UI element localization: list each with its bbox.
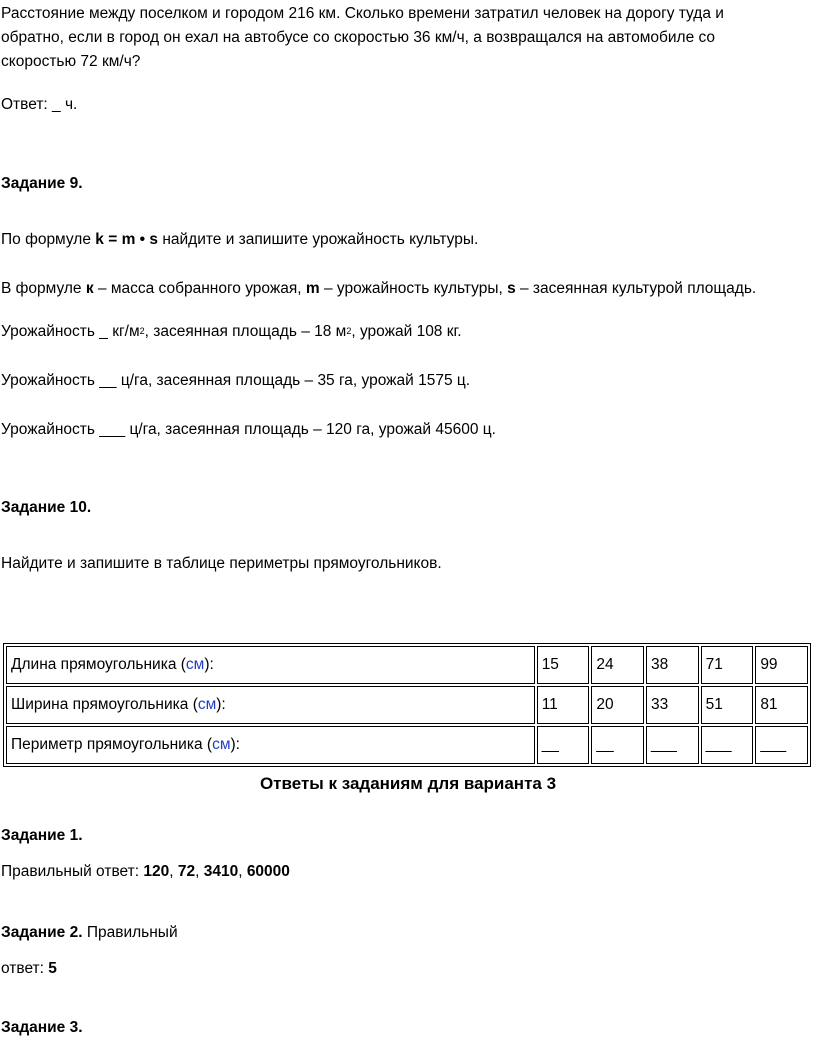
label-text: Периметр прямоугольника ( xyxy=(11,736,213,753)
answer-task-1: Правильный ответ: 120, 72, 3410, 60000 xyxy=(1,863,290,880)
intro-prefix: По формуле xyxy=(1,231,96,248)
answer-task-2-value-line xyxy=(1,959,57,979)
answer-value: 60000 xyxy=(246,863,290,880)
label-close: ): xyxy=(230,736,240,753)
table-cell: 71 xyxy=(701,646,754,684)
table-cell: 38 xyxy=(646,646,699,684)
answer-value: 72 xyxy=(177,863,196,880)
label-text: Ширина прямоугольника ( xyxy=(11,696,198,713)
unit-text: см xyxy=(212,736,231,753)
legend-m: m xyxy=(305,280,320,297)
table-cell: 24 xyxy=(591,646,644,684)
task-9-heading: Задание 9. xyxy=(1,175,83,192)
item-1-a: Урожайность _ кг/м xyxy=(1,323,140,340)
task-9-intro xyxy=(1,230,478,250)
legend-m-text: – урожайность культуры, xyxy=(319,280,508,297)
legend-s-text: – засеянная культурой площадь. xyxy=(515,280,757,297)
answer-task-2-heading: Задание 2. xyxy=(1,924,83,941)
table-cell: ___ xyxy=(701,726,754,764)
table-cell: 81 xyxy=(755,686,808,724)
unit-text: см xyxy=(197,696,217,713)
task-10-intro: Найдите и запишите в таблице периметры прямоугольников. xyxy=(1,555,442,572)
table-row-length xyxy=(6,646,808,684)
table-cell: ___ xyxy=(646,726,699,764)
table-cell: 15 xyxy=(537,646,590,684)
legend-prefix: В формуле xyxy=(1,280,86,297)
task-9-legend xyxy=(1,279,756,299)
legend-k-text: – масса собранного урожая, xyxy=(93,280,306,297)
problem-text-line-2: обратно, если в город он ехал на автобусе со скоростью 36 км/ч, а возвращался на автомобиле со xyxy=(1,29,716,46)
row-label xyxy=(6,726,535,764)
table-cell: __ xyxy=(591,726,644,764)
label-text: Длина прямоугольника ( xyxy=(11,656,186,673)
answer-value: 5 xyxy=(48,960,57,977)
answer-task-2 xyxy=(1,923,178,943)
task-9-item-2: Урожайность __ ц/га, засеянная площадь – 35 га, урожай 1575 ц. xyxy=(1,372,471,389)
answer-task-1-heading: Задание 1. xyxy=(1,827,83,844)
answer-value: 120 xyxy=(143,863,170,880)
answer-prefix: ответ: xyxy=(1,960,49,977)
legend-s: s xyxy=(507,280,516,297)
answer-prefix: Правильный ответ: xyxy=(1,863,144,880)
table-cell: 11 xyxy=(537,686,590,724)
task-10-heading: Задание 10. xyxy=(1,499,92,516)
perimeter-table xyxy=(3,643,811,767)
item-1-sup-1: 2 xyxy=(139,326,145,336)
label-close: ): xyxy=(216,696,226,713)
problem-text-line-1: Расстояние между поселком и городом 216 км. Сколько времени затратил человек на дорогу туда и xyxy=(1,5,724,22)
answer-value: 3410 xyxy=(203,863,239,880)
table-cell: 33 xyxy=(646,686,699,724)
answer-task-3-heading: Задание 3. xyxy=(1,1019,83,1036)
problem-text-line-3: скоростью 72 км/ч? xyxy=(1,53,141,70)
item-1-c: , урожай 108 кг. xyxy=(351,323,462,340)
table-cell: ___ xyxy=(755,726,808,764)
item-1-b: , засеянная площадь – 18 м xyxy=(144,323,347,340)
legend-k: к xyxy=(85,280,94,297)
table-cell: 99 xyxy=(755,646,808,684)
label-close: ): xyxy=(204,656,214,673)
table-row-perimeter xyxy=(6,726,808,764)
item-1-sup-2: 2 xyxy=(346,326,352,336)
unit-text: см xyxy=(185,656,205,673)
row-label xyxy=(6,646,535,684)
intro-suffix: найдите и запишите урожайность культуры. xyxy=(158,231,479,248)
task-9-item-1 xyxy=(1,322,462,342)
task-9-item-3: Урожайность ___ ц/га, засеянная площадь – 120 га, урожай 45600 ц. xyxy=(1,421,496,438)
answer-blank: Ответ: _ ч. xyxy=(1,96,78,113)
formula: k = m • s xyxy=(95,231,159,248)
row-label xyxy=(6,686,535,724)
table-cell: __ xyxy=(537,726,590,764)
table-cell: 20 xyxy=(591,686,644,724)
table-row-width xyxy=(6,686,808,724)
table-cell: 51 xyxy=(701,686,754,724)
answers-title: Ответы к заданиям для варианта 3 xyxy=(259,774,557,793)
answer-task-2-text: Правильный xyxy=(82,924,178,941)
